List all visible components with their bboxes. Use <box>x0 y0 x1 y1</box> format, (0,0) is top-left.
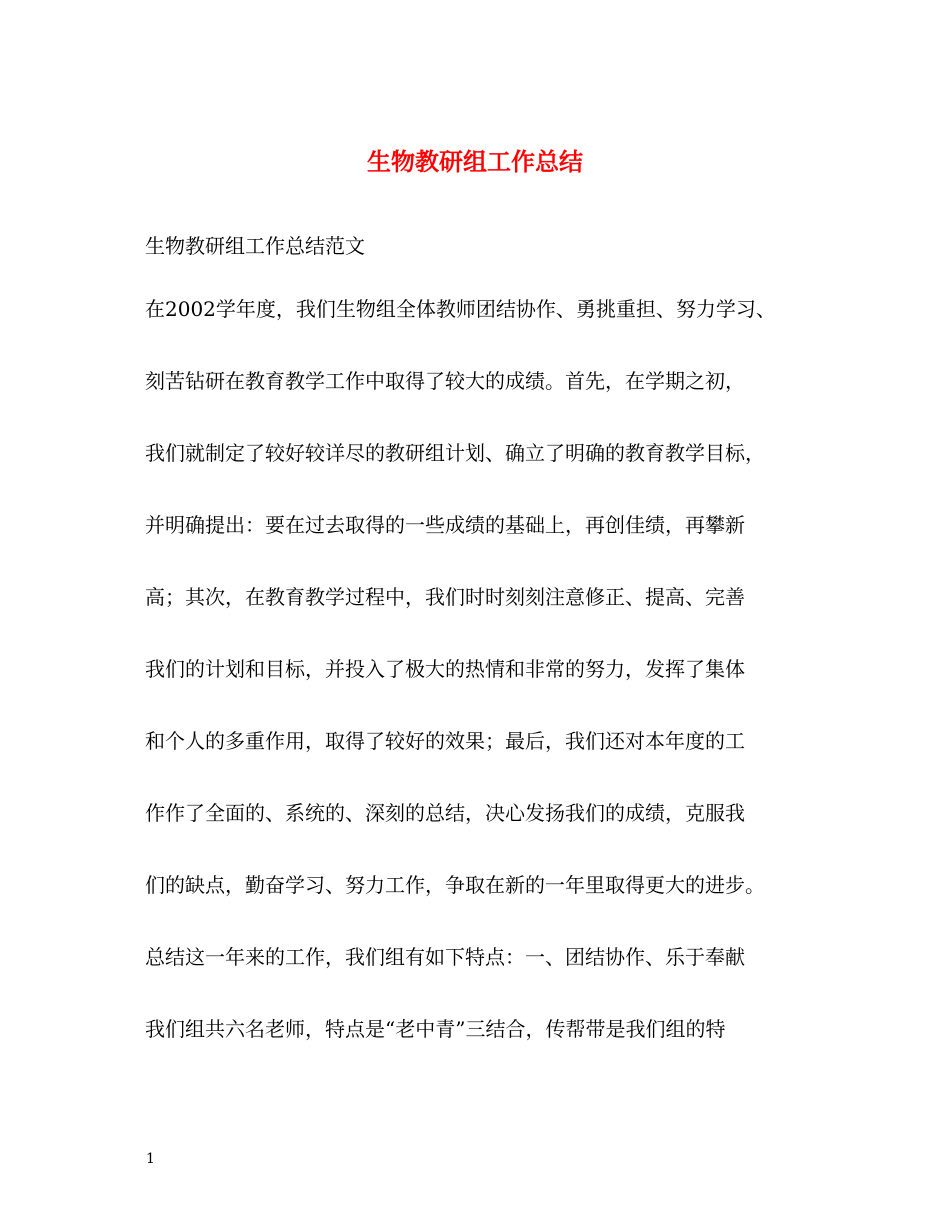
body-line: 并明确提出：要在过去取得的一些成绩的基础上，再创佳绩，再攀新 <box>145 513 745 537</box>
document-subtitle: 生物教研组工作总结范文 <box>145 234 365 258</box>
body-line: 高；其次，在教育教学过程中，我们时时刻刻注意修正、提高、完善 <box>145 585 745 609</box>
body-line: 们的缺点，勤奋学习、努力工作，争取在新的一年里取得更大的进步。 <box>145 873 765 897</box>
body-line: 刻苦钻研在教育教学工作中取得了较大的成绩。首先，在学期之初， <box>145 369 745 393</box>
body-line: 作作了全面的、系统的、深刻的总结，决心发扬我们的成绩，克服我 <box>145 801 745 825</box>
document-title: 生物教研组工作总结 <box>367 147 583 176</box>
body-line: 和个人的多重作用，取得了较好的效果；最后，我们还对本年度的工 <box>145 729 745 753</box>
body-line: 我们的计划和目标，并投入了极大的热情和非常的努力，发挥了集体 <box>145 657 745 681</box>
page-number: 1 <box>146 1151 155 1167</box>
body-line: 我们就制定了较好较详尽的教研组计划、确立了明确的教育教学目标， <box>145 441 765 465</box>
body-line: 总结这一年来的工作，我们组有如下特点：一、团结协作、乐于奉献 <box>145 945 745 969</box>
body-line: 我们组共六名老师，特点是“老中青”三结合，传帮带是我们组的特 <box>145 1017 726 1041</box>
body-line: 在2002学年度，我们生物组全体教师团结协作、勇挑重担、努力学习、 <box>145 297 776 321</box>
